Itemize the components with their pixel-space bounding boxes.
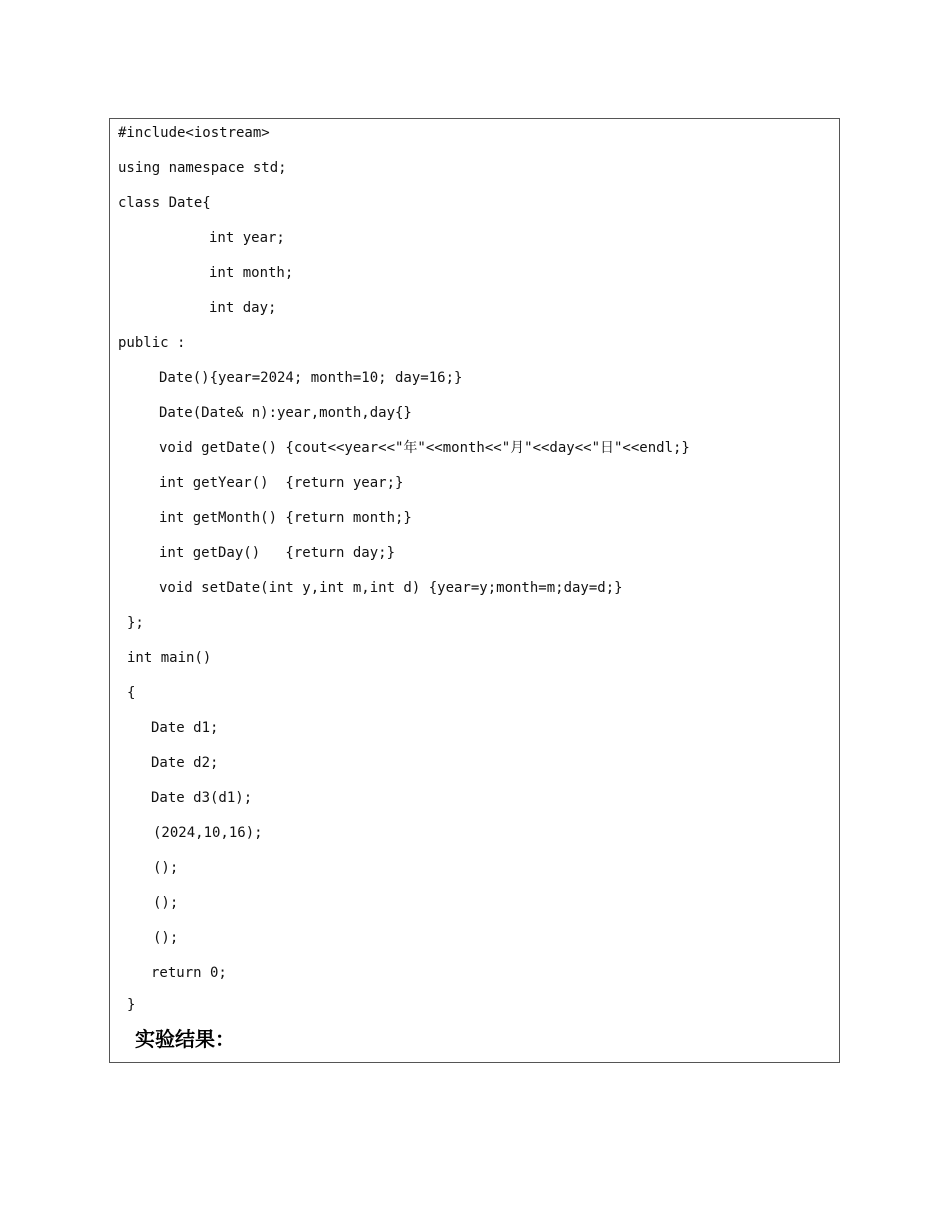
code-line-3: class Date{ bbox=[118, 195, 211, 211]
code-line-13: int getDay() {return day;} bbox=[159, 545, 396, 561]
code-line-22: (); bbox=[153, 860, 179, 876]
code-line-18: Date d1; bbox=[151, 720, 219, 736]
code-line-12: int getMonth() {return month;} bbox=[159, 510, 412, 526]
code-listing-box bbox=[109, 118, 840, 1063]
code-line-19: Date d2; bbox=[151, 755, 219, 771]
code-line-17: { bbox=[127, 685, 136, 701]
code-line-20: Date d3(d1); bbox=[151, 790, 253, 806]
code-line-4: int year; bbox=[209, 230, 285, 246]
code-line-23: (); bbox=[153, 895, 179, 911]
code-line-5: int month; bbox=[209, 265, 294, 281]
code-line-6: int day; bbox=[209, 300, 277, 316]
code-line-9: Date(Date& n):year,month,day{} bbox=[159, 405, 412, 421]
code-line-8: Date(){year=2024; month=10; day=16;} bbox=[159, 370, 463, 386]
code-line-14: void setDate(int y,int m,int d) {year=y;month=m;day=d;} bbox=[159, 580, 623, 596]
code-line-7: public : bbox=[118, 335, 186, 351]
code-line-26: } bbox=[127, 997, 136, 1013]
code-line-21: (2024,10,16); bbox=[153, 825, 263, 841]
code-line-15: }; bbox=[127, 615, 144, 631]
code-line-24: (); bbox=[153, 930, 179, 946]
code-line-16: int main() bbox=[127, 650, 212, 666]
code-line-2: using namespace std; bbox=[118, 160, 287, 176]
code-line-11: int getYear() {return year;} bbox=[159, 475, 404, 491]
experiment-result-heading: 实验结果： bbox=[135, 1027, 235, 1051]
code-line-25: return 0; bbox=[151, 965, 227, 981]
code-line-10: void getDate() {cout<<year<<"年"<<month<<"月"<<day<<"日"<<endl;} bbox=[159, 440, 690, 456]
code-line-1: #include<iostream> bbox=[118, 125, 270, 141]
